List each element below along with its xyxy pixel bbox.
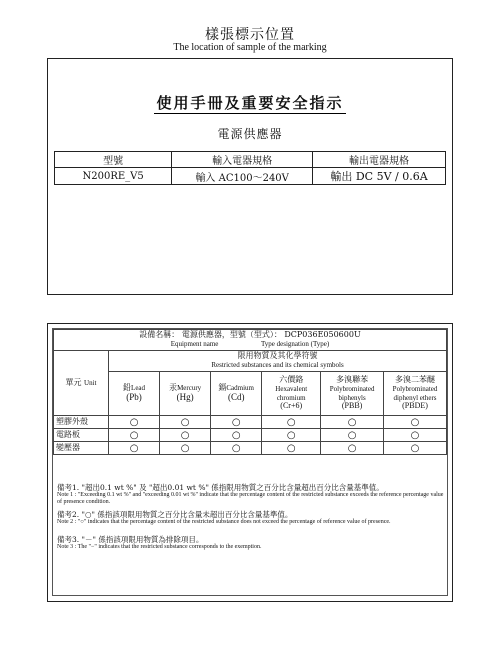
mark-cell: ○ [211, 442, 262, 455]
rohs-table [53, 329, 447, 455]
table-row [54, 429, 447, 442]
page-title: 樣張標示位置 [205, 27, 295, 43]
spec-input-value: 輸入 AC100～240V [172, 168, 313, 185]
unit-label-en: Unit [84, 378, 97, 387]
note-3-en: Note 3 : The "−" indicates that the restricted substance corresponds to the exemption. [57, 544, 262, 550]
note-2-cn: 備考2. "○" 係指該項限用物質之百分比含量未超出百分比含量基準值。 [57, 510, 293, 519]
substance-lead: 鉛Lead (Pb) [109, 372, 160, 416]
spec-value-row [55, 168, 446, 185]
table-row [54, 442, 447, 455]
mark-cell: ○ [384, 416, 447, 429]
manual-title-text: 使用手冊及重要安全指示 [156, 94, 344, 112]
mark-cell: ○ [262, 416, 321, 429]
spec-model-value: N200RE_V5 [55, 168, 172, 185]
mark-cell: ○ [109, 429, 160, 442]
mark-cell: ○ [109, 442, 160, 455]
note-1-cn: 備考1. "超出0.1 wt %" 及 "超出0.01 wt %" 係指限用物質之百分比含量超出百分比含量基準值。 [57, 483, 384, 492]
manual-label-box [47, 58, 453, 295]
spec-header-output: 輸出電器規格 [313, 152, 446, 168]
mark-cell: ○ [262, 442, 321, 455]
mark-cell: ○ [384, 429, 447, 442]
substance-mercury: 汞Mercury (Hg) [160, 372, 211, 416]
mark-cell: ○ [321, 429, 384, 442]
equipment-label: 設備名稱： 電源供應器，型號（型式）： DCP036E050600U [139, 330, 361, 340]
substance-pbde: 多溴二苯醚 Polybrominated diphenyl ethers (PBDE) [384, 372, 447, 416]
substance-pbb: 多溴聯苯 Polybrominated biphenyls (PBB) [321, 372, 384, 416]
mark-cell: ○ [321, 442, 384, 455]
note-2 [57, 510, 445, 526]
note-1 [57, 483, 445, 506]
substance-cadmium: 鎘Cadmium (Cd) [211, 372, 262, 416]
note-1-en: Note 1 : "Exceeding 0.1 wt %" and "exceeding 0.01 wt %" indicate that the percentage content of the restricted substance exceeds the reference percentage value of presence condition. [57, 492, 444, 506]
manual-title [48, 92, 452, 113]
spec-output-value: 輸出 DC 5V / 0.6A [313, 168, 446, 185]
unit-name: 電路板 [54, 429, 109, 442]
table-row [54, 416, 447, 429]
unit-name: 變壓器 [54, 442, 109, 455]
spec-header-model: 型號 [55, 152, 172, 168]
mark-cell: ○ [321, 416, 384, 429]
mark-cell: ○ [211, 429, 262, 442]
mark-cell: ○ [211, 416, 262, 429]
spec-header-row [55, 152, 446, 168]
note-3-cn: 備考3. "－" 係指該項限用物質為排除項目。 [57, 535, 204, 544]
note-2-en: Note 2 : "○" indicates that the percentage content of the restricted substance does not exceed the percentage of reference value of presence. [57, 519, 391, 525]
substance-header-row [54, 372, 447, 416]
mark-cell: ○ [262, 429, 321, 442]
mark-cell: ○ [160, 416, 211, 429]
mark-cell: ○ [160, 442, 211, 455]
equipment-label-en: Equipment name [170, 340, 219, 348]
rohs-inner-frame [52, 328, 448, 596]
equipment-row [54, 330, 447, 351]
spec-table [54, 151, 446, 185]
mark-cell: ○ [384, 442, 447, 455]
spec-header-input: 輸入電器規格 [172, 152, 313, 168]
page-subtitle: The location of sample of the marking [173, 42, 327, 53]
unit-name: 塑膠外殼 [54, 416, 109, 429]
unit-label: 單元 [65, 377, 82, 387]
product-name: 電源供應器 [217, 127, 283, 141]
substance-hexavalent-chromium: 六價鉻 Hexavalent chromium (Cr+6) [262, 372, 321, 416]
mark-cell: ○ [160, 429, 211, 442]
mark-cell: ○ [109, 416, 160, 429]
restricted-header-row [54, 351, 447, 372]
restricted-label-en: Restricted substances and its chemical symbols [211, 361, 344, 369]
restricted-label: 限用物質及其化學符號 [237, 351, 318, 361]
note-3 [57, 535, 445, 551]
type-label-en: Type designation (Type) [260, 340, 330, 348]
rohs-label-box [47, 323, 453, 602]
